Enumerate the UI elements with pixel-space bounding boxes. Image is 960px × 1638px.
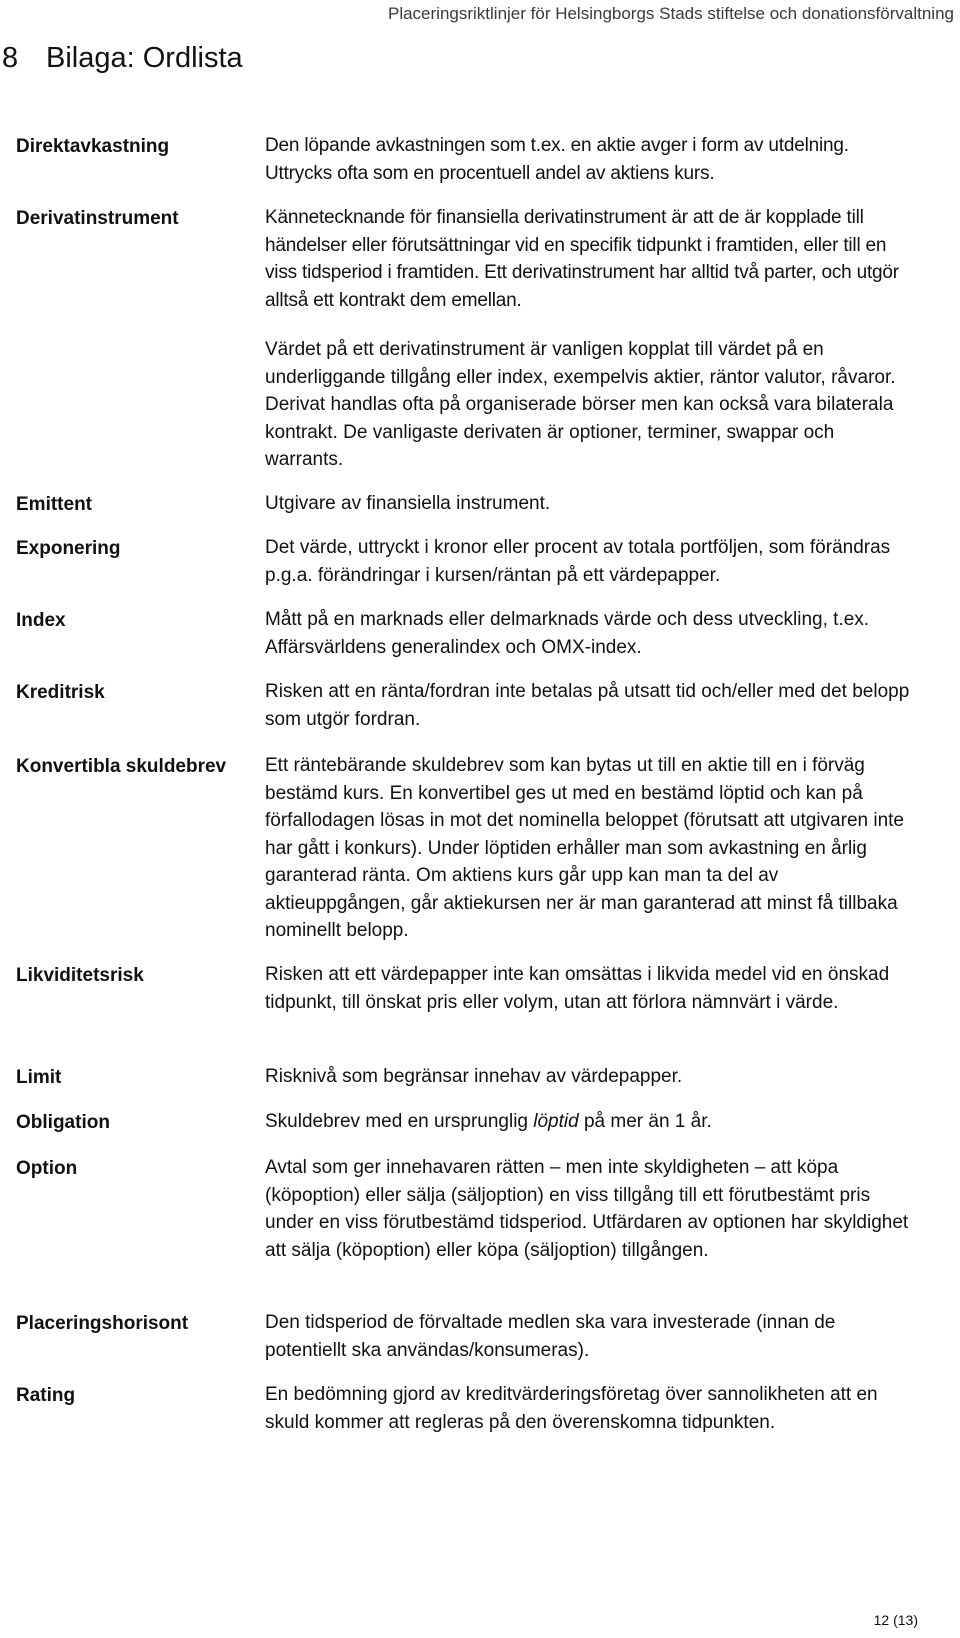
glossary-definition: Kännetecknande för finansiella derivatinstrument är att de är kopplade till händelser eller förutsättningar vid en specifik tidpunkt i framtiden, eller till en viss tidsperiod i framtiden. Ett derivatinstrument har alltid två parter, och utgör alltså ett kontrakt dem emellan.	[265, 207, 899, 311]
glossary-term: Rating	[16, 1385, 76, 1406]
definition-text: på mer än 1 år.	[578, 1111, 712, 1132]
glossary-definition: Den tidsperiod de förvaltade medlen ska vara investerade (innan de potentiellt ska användas/konsumeras).	[265, 1312, 836, 1361]
glossary-definition: Det värde, uttryckt i kronor eller procent av totala portföljen, som förändras p.g.a. förändringar i kursen/räntan på ett värdepapper.	[265, 537, 891, 586]
glossary-definition: Utgivare av finansiella instrument.	[265, 493, 551, 514]
glossary-definition: Avtal som ger innehavaren rätten – men inte skyldigheten – att köpa (köpoption) eller sälja (säljoption) en viss tillgång till ett förutbestämt pris under en viss förutbestämd tidsperiod. Utfärdaren av optionen har skyldighet att sälja (köpoption) eller köpa (säljoption) tillgången.	[265, 1157, 909, 1261]
glossary-term: Emittent	[16, 494, 92, 515]
glossary-term: Kreditrisk	[16, 682, 105, 703]
glossary-definition: Risknivå som begränsar innehav av värdepapper.	[265, 1066, 683, 1087]
glossary-term: Option	[16, 1158, 78, 1179]
glossary-definition: Mått på en marknads eller delmarknads värde och dess utveckling, t.ex. Affärsvärldens generalindex och OMX-index.	[265, 609, 870, 658]
glossary-definition: Den löpande avkastningen som t.ex. en aktie avger i form av utdelning. Uttrycks ofta som en procentuell andel av aktiens kurs.	[265, 135, 849, 184]
glossary-definition: Risken att ett värdepapper inte kan omsättas i likvida medel vid en önskad tidpunkt, till önskat pris eller volym, utan att förlora nämnvärt i värde.	[265, 964, 890, 1013]
section-title	[2, 42, 243, 75]
page-number: 12 (13)	[873, 1612, 918, 1628]
document-header: Placeringsriktlinjer för Helsingborgs Stads stiftelse och donationsförvaltning	[387, 4, 954, 23]
glossary-term: Placeringshorisont	[16, 1313, 189, 1334]
glossary-definition: Ett räntebärande skuldebrev som kan bytas ut till en aktie till en i förväg bestämd kurs. En konvertibel ges ut med en bestämd löptid och kan på förfallodagen lösas in mot det nominella beloppet (förutsatt att utgivaren inte har gått i konkurs). Under löptiden erhåller man som avkastning en årlig garanterad ränta. Om aktiens kurs går upp kan man ta del av aktieuppgången, går aktiekursen ner är man garanterad att minst få tillbaka nominellt belopp.	[265, 755, 904, 941]
glossary-term: Index	[16, 610, 66, 631]
glossary-term: Likviditetsrisk	[16, 965, 144, 986]
glossary-term: Exponering	[16, 538, 121, 559]
section-number: 8	[2, 42, 19, 74]
glossary-definition: En bedömning gjord av kreditvärderingsföretag över sannolikheten att en skuld kommer att regleras på den överenskomna tidpunkten.	[265, 1384, 878, 1433]
glossary-definition: Risken att en ränta/fordran inte betalas på utsatt tid och/eller med det belopp som utgör fordran.	[265, 681, 910, 730]
glossary-term: Konvertibla skuldebrev	[16, 756, 227, 777]
definition-text: Skuldebrev med en ursprunglig	[265, 1111, 534, 1132]
glossary-term: Obligation	[16, 1112, 110, 1133]
section-title-text: Bilaga: Ordlista	[46, 42, 243, 74]
glossary-definition	[265, 1108, 915, 1136]
definition-emphasis: löptid	[533, 1111, 579, 1132]
glossary-term: Derivatinstrument	[16, 208, 179, 229]
glossary-term: Limit	[16, 1067, 62, 1088]
glossary-definition-continued: Värdet på ett derivatinstrument är vanligen kopplat till värdet på en underliggande tillgång eller index, exempelvis aktier, räntor valutor, råvaror. Derivat handlas ofta på organiserade börser men kan också vara bilaterala kontrakt. De vanligaste derivaten är optioner, terminer, swappar och warrants.	[265, 339, 896, 470]
glossary-term: Direktavkastning	[16, 136, 170, 157]
